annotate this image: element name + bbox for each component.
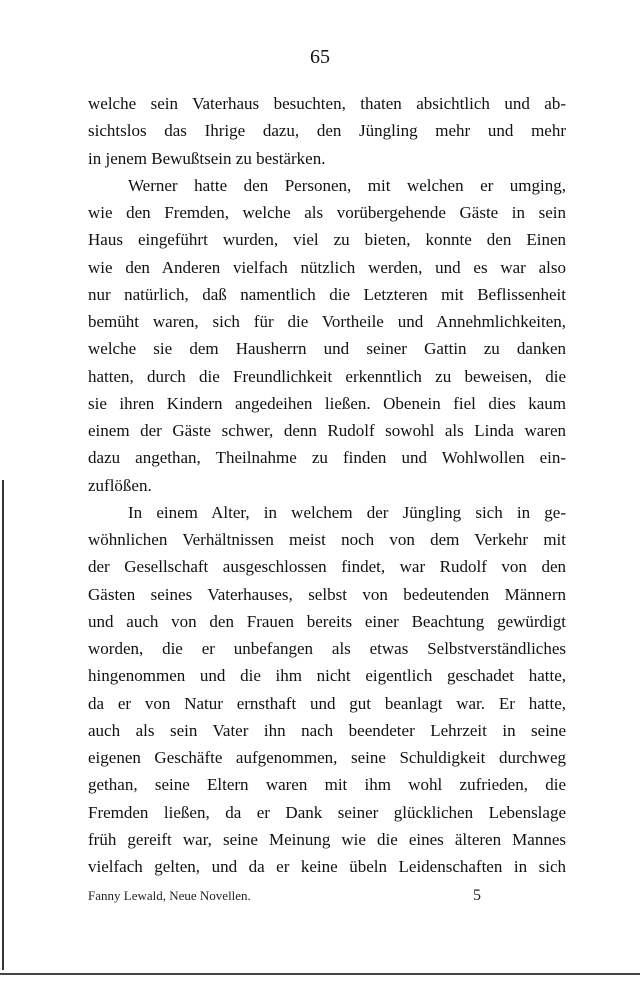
page-number: 65 bbox=[310, 46, 330, 68]
scan-edge-left bbox=[2, 480, 4, 970]
text-line: früh gereift war, seine Meinung wie die eines älteren Mannes bbox=[88, 829, 566, 849]
text-line: bemüht waren, sich für die Vortheile und Annehmlichkeiten, bbox=[88, 312, 566, 331]
text-line: wöhnlichen Verhältnissen meist noch von dem Verkehr mit bbox=[88, 530, 566, 549]
footer-title: Fanny Lewald, Neue Novellen. bbox=[88, 888, 251, 903]
text-line: eigenen Geschäfte aufgenommen, seine Schuldigkeit durchweg bbox=[88, 748, 566, 767]
text-line: Gästen seines Vaterhauses, selbst von bedeutenden Männern bbox=[88, 584, 566, 604]
text-line: Fremden ließen, da er Dank seiner glücklichen Lebenslage bbox=[88, 802, 566, 822]
text-line: Werner hatte den Personen, mit welchen er umging, bbox=[128, 175, 566, 195]
text-line: dazu angethan, Theilnahme zu finden und Wohlwollen ein- bbox=[88, 448, 566, 468]
text-line: sichtslos das Ihrige dazu, den Jüngling mehr und mehr bbox=[88, 121, 566, 141]
text-line: nur natürlich, daß namentlich die Letzteren mit Beflissenheit bbox=[88, 284, 566, 304]
text-line: gethan, seine Eltern waren mit ihm wohl zufrieden, die bbox=[88, 775, 566, 795]
text-line: hingenommen und die ihm nicht eigentlich geschadet hatte, bbox=[88, 666, 566, 686]
text-line: worden, die er unbefangen als etwas Selbstverständliches bbox=[88, 639, 566, 658]
text-line: welche sein Vaterhaus besuchten, thaten absichtlich und ab- bbox=[88, 94, 566, 113]
footer bbox=[88, 888, 566, 904]
text-line: wie den Anderen vielfach nützlich werden, und es war also bbox=[88, 257, 566, 277]
text-line: In einem Alter, in welchem der Jüngling sich in ge- bbox=[128, 502, 566, 522]
text-line: zuflößen. bbox=[88, 475, 152, 495]
text-line: einem der Gäste schwer, denn Rudolf sowohl als Linda waren bbox=[88, 421, 566, 440]
body-text bbox=[88, 90, 566, 880]
text-line: vielfach gelten, und da er keine übeln Leidenschaften in sich bbox=[88, 857, 566, 876]
text-line: in jenem Bewußtsein zu bestärken. bbox=[88, 148, 326, 168]
text-line: auch als sein Vater ihn nach beendeter Lehrzeit in seine bbox=[88, 720, 566, 740]
text-line: Haus eingeführt wurden, viel zu bieten, konnte den Einen bbox=[88, 230, 566, 250]
text-line: der Gesellschaft ausgeschlossen findet, war Rudolf von den bbox=[88, 557, 566, 577]
signature-mark: 5 bbox=[473, 887, 481, 904]
text-line: und auch von den Frauen bereits einer Beachtung gewürdigt bbox=[88, 611, 566, 631]
scan-edge-bottom bbox=[0, 973, 640, 975]
text-line: hatten, durch die Freundlichkeit erkenntlich zu beweisen, die bbox=[88, 366, 566, 386]
text-line: welche sie dem Hausherrn und seiner Gattin zu danken bbox=[88, 339, 566, 359]
text-line: wie den Fremden, welche als vorübergehende Gäste in sein bbox=[88, 203, 566, 222]
text-line: sie ihren Kindern angedeihen ließen. Obenein fiel dies kaum bbox=[88, 393, 566, 413]
text-line: da er von Natur ernsthaft und gut beanlagt war. Er hatte, bbox=[88, 693, 566, 713]
